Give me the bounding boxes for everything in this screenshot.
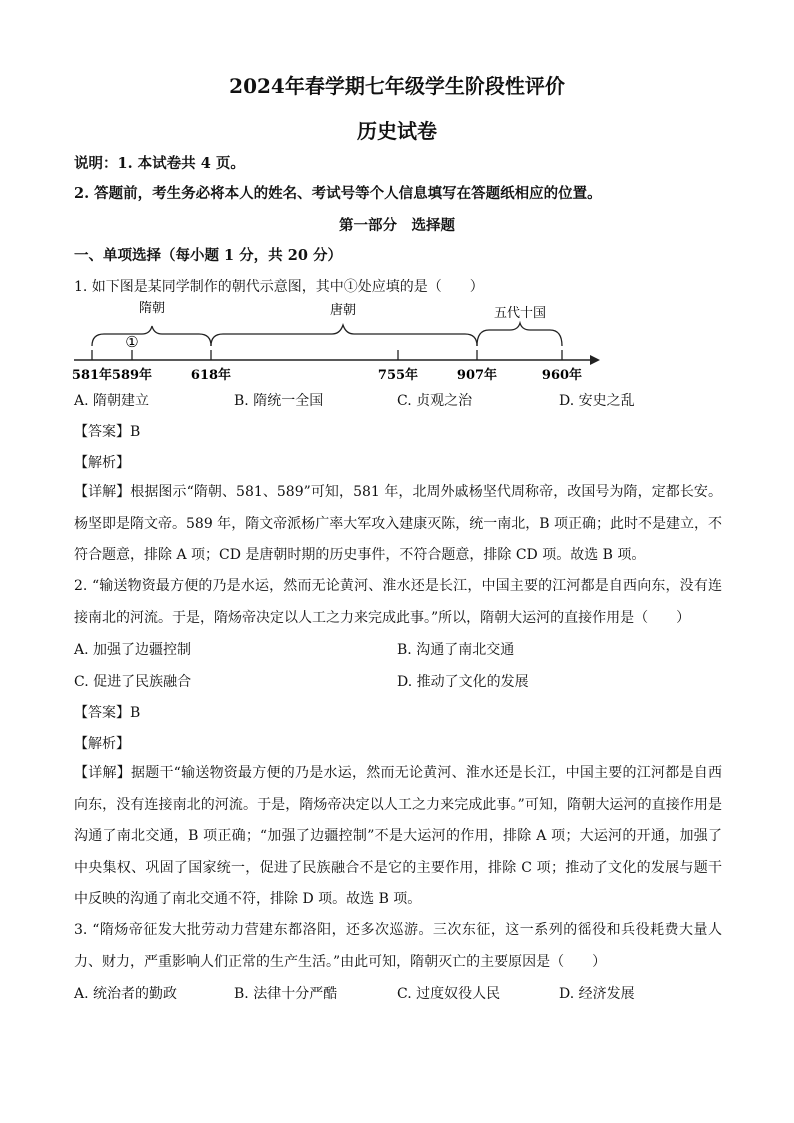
exam-subtitle: 历史试卷 (357, 119, 437, 143)
tick-label-907: 907年 (456, 368, 498, 383)
label-sui: 隋朝 (138, 301, 166, 316)
question-3-stem: 3. “隋炀帝征发大批劳动力营建东都洛阳，还多次巡游。三次东征，这一系列的徭役和兵役耗费大量人力、财力，严重影响人们正常的生产生活。”由此可知，隋朝灭亡的主要原因是（ ） (74, 922, 722, 970)
q2-answer: 【答案】B (74, 705, 141, 721)
q2-option-a: A. 加强了边疆控制 (74, 642, 192, 658)
tick-label-589: 589年 (111, 368, 153, 383)
tang-brace (211, 325, 477, 346)
label-tang: 唐朝 (329, 303, 357, 318)
q1-detail: 【详解】根据图示“隋朝、581、589”可知，581 年，北周外戚杨坚代周称帝，改国号为隋，定都长安。杨坚即是隋文帝。589 年，隋文帝派杨广率大军攻入建康灭陈，统一南北，B 项正确；此时不是建立，不符合题意，排除 A 项；CD 是唐朝时期的历史事件，不符合题意，排除 CD 项。故选 B 项。 (74, 484, 722, 563)
sui-brace (92, 326, 211, 346)
q1-analysis-label: 【解析】 (74, 455, 130, 471)
q2-option-b: B. 沟通了南北交通 (397, 642, 515, 658)
section-heading: 一、单项选择（每小题 1 分，共 20 分） (74, 247, 342, 264)
q1-option-a: A. 隋朝建立 (74, 393, 150, 409)
dynasty-timeline-diagram (70, 296, 610, 386)
marker-circled-one: ① (125, 333, 139, 351)
timeline-arrow (590, 355, 600, 365)
q1-option-d: D. 安史之乱 (559, 393, 635, 409)
label-five-dynasties: 五代十国 (493, 306, 547, 321)
tick-label-755: 755年 (377, 368, 419, 383)
tick-label-581: 581年 (71, 368, 113, 383)
q1-answer: 【答案】B (74, 424, 141, 440)
q1-option-c: C. 贞观之治 (397, 393, 473, 409)
part-title: 第一部分 选择题 (339, 217, 455, 234)
tick-label-618: 618年 (190, 368, 232, 383)
q3-option-c: C. 过度奴役人民 (397, 986, 501, 1002)
q2-option-d: D. 推动了文化的发展 (397, 674, 529, 690)
q2-analysis-label: 【解析】 (74, 736, 130, 752)
question-1-stem: 1. 如下图是某同学制作的朝代示意图，其中①处应填的是（ ） (74, 279, 484, 295)
q2-detail: 【详解】据题干“输送物资最方便的乃是水运，然而无论黄河、淮水还是长江，中国主要的江河都是自西向东，没有连接南北的河流。于是，隋炀帝决定以人工之力来完成此事。”可知，隋朝大运河的直接作用是沟通了南北交通，B 项正确；“加强了边疆控制”不是大运河的作用，排除 A 项；大运河的开通，加强了中央集权、巩固了国家统一，促进了民族融合不是它的主要作用，排除 C 项；推动了文化的发展与题干中反映的沟通了南北交通不符，排除 D 项。故选 B 项。 (74, 765, 722, 907)
q3-option-a: A. 统治者的勤政 (74, 986, 178, 1002)
exam-title: 2024年春学期七年级学生阶段性评价 (229, 74, 565, 98)
q3-option-d: D. 经济发展 (559, 986, 635, 1002)
five-dynasties-brace (477, 323, 562, 346)
tick-label-960: 960年 (541, 368, 583, 383)
q3-option-b: B. 法律十分严酷 (234, 986, 338, 1002)
instruction-line-2: 2. 答题前，考生务必将本人的姓名、考试号等个人信息填写在答题纸相应的位置。 (74, 185, 602, 202)
q2-option-c: C. 促进了民族融合 (74, 674, 192, 690)
q1-option-b: B. 隋统一全国 (234, 393, 324, 409)
instruction-line-1: 说明：1. 本试卷共 4 页。 (74, 155, 245, 172)
question-2-stem: 2. “输送物资最方便的乃是水运，然而无论黄河、淮水还是长江，中国主要的江河都是自西向东，没有连接南北的河流。于是，隋炀帝决定以人工之力来完成此事。”所以，隋朝大运河的直接作用是（ ） (74, 578, 722, 626)
